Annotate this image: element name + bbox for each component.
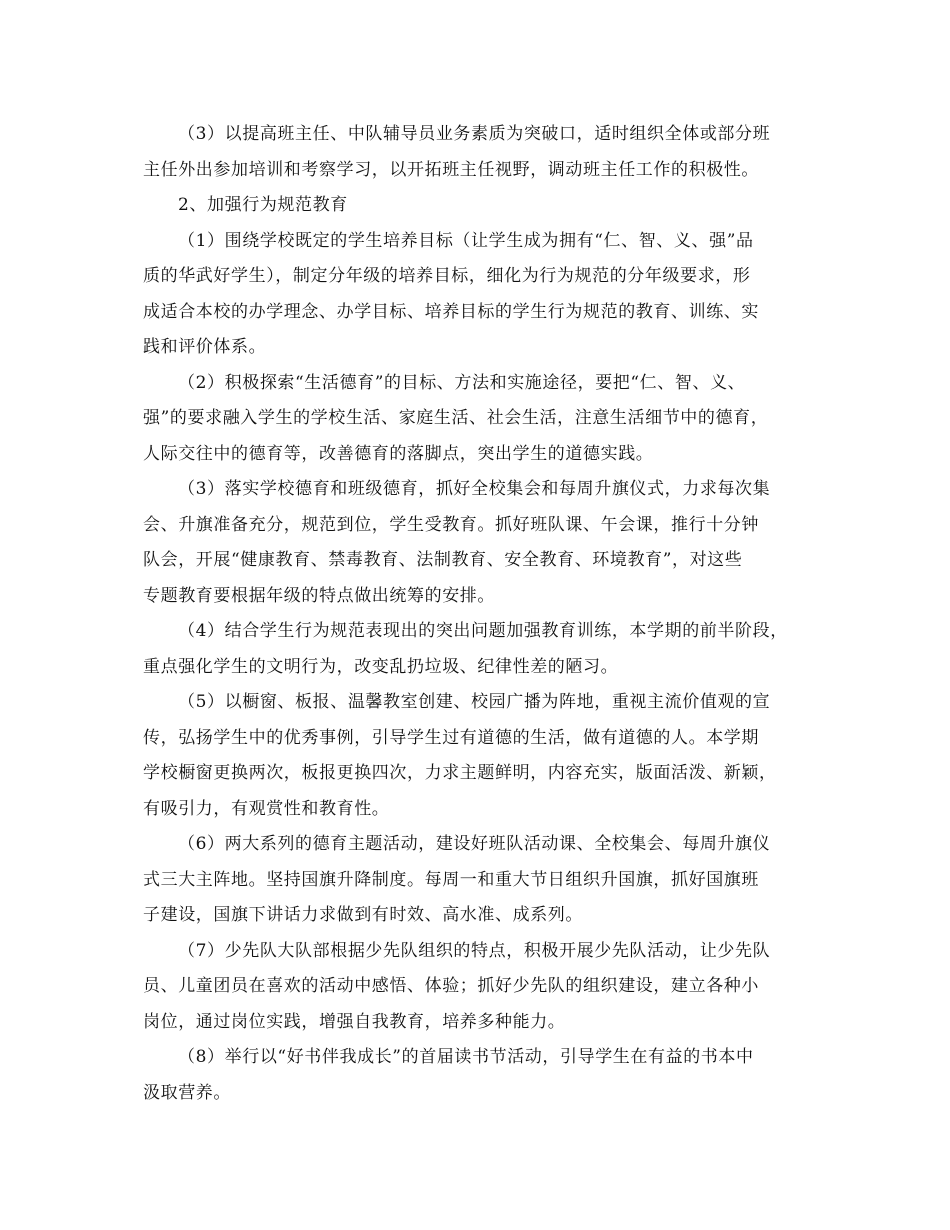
text-line: （8）举行以“好书伴我成长”的首届读书节活动，引导学生在有益的书本中 xyxy=(178,1047,754,1067)
text-line: （3）以提高班主任、中队辅导员业务素质为突破口，适时组织全体或部分班 xyxy=(178,124,771,144)
text-line: 质的华武好学生），制定分年级的培养目标，细化为行为规范的分年级要求，形 xyxy=(143,266,751,286)
text-line: 强”的要求融入学生的学校生活、家庭生活、社会生活，注意生活细节中的德育， xyxy=(143,408,769,428)
document-body xyxy=(143,117,813,1111)
text-line: 专题教育要根据年级的特点做出统筹的安排。 xyxy=(143,585,495,606)
text-line: 学校橱窗更换两次，板报更换四次，力求主题鲜明，内容充实，版面活泼、新颖， xyxy=(143,763,777,783)
text-line: 岗位，通过岗位实践，增强自我教育，培养多种能力。 xyxy=(143,1011,566,1032)
text-line: （5）以橱窗、板报、温馨教室创建、校园广播为阵地，重视主流价值观的宣 xyxy=(178,692,771,712)
text-line: 员、儿童团员在喜欢的活动中感悟、体验；抓好少先队的组织建设，建立各种小 xyxy=(143,976,759,996)
text-line: （3）落实学校德育和班级德育，抓好全校集会和每周升旗仪式，力求每次集 xyxy=(178,479,771,499)
text-line: 成适合本校的办学理念、办学目标、培养目标的学生行为规范的教育、训练、实 xyxy=(143,301,759,322)
text-line: 队会，开展“健康教育、禁毒教育、法制教育、安全教育、环境教育”，对这些 xyxy=(143,550,743,570)
text-line: （6）两大系列的德育主题活动，建设好班队活动课、全校集会、每周升旗仪 xyxy=(178,834,771,854)
text-line: 汲取营养。 xyxy=(143,1082,231,1103)
text-line: （2）积极探索“生活德育”的目标、方法和实施途径，要把“仁、智、义、 xyxy=(178,372,746,393)
text-line: （4）结合学生行为规范表现出的突出问题加强教育训练，本学期的前半阶段， xyxy=(178,621,788,641)
text-line: 有吸引力，有观赏性和教育性。 xyxy=(143,798,390,819)
text-line: 子建设，国旗下讲话力求做到有时效、高水准、成系列。 xyxy=(143,905,583,925)
text-line: 主任外出参加培训和考察学习，以开拓班主任视野，调动班主任工作的积极性。 xyxy=(143,159,759,180)
text-line: 重点强化学生的文明行为，改变乱扔垃圾、纪律性差的陋习。 xyxy=(143,656,619,677)
text-line: 人际交往中的德育等，改善德育的落脚点，突出学生的道德实践。 xyxy=(143,443,654,464)
text-line: 传，弘扬学生中的优秀事例，引导学生过有道德的生活，做有道德的人。本学期 xyxy=(143,727,759,748)
text-line: 会、升旗准备充分，规范到位，学生受教育。抓好班队课、午会课，推行十分钟 xyxy=(143,514,759,535)
section-heading: 2、加强行为规范教育 xyxy=(178,195,348,215)
text-line: 式三大主阵地。坚持国旗升降制度。每周一和重大节日组织升国旗，抓好国旗班 xyxy=(143,869,759,890)
text-line: 践和评价体系。 xyxy=(143,337,267,357)
text-line: （1）围绕学校既定的学生培养目标（让学生成为拥有“仁、智、义、强”品 xyxy=(178,230,754,251)
text-line: （7）少先队大队部根据少先队组织的特点，积极开展少先队活动，让少先队 xyxy=(178,940,771,961)
